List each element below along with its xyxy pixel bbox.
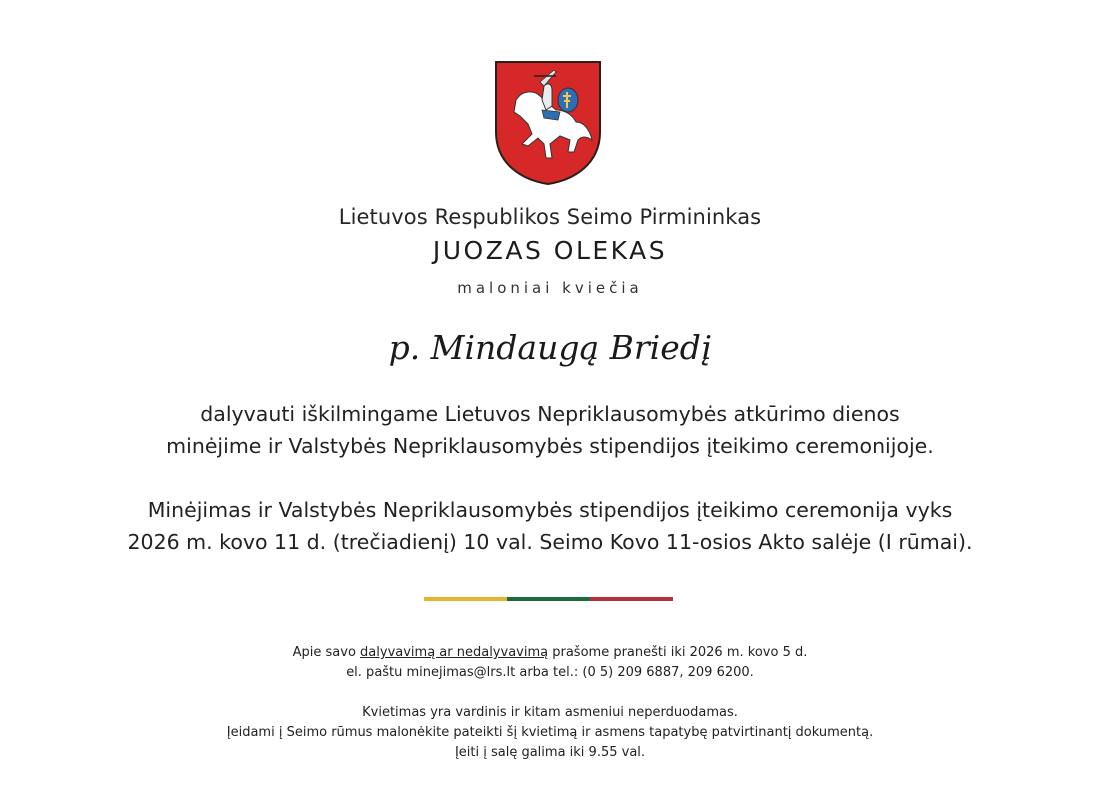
entry-note: Įeidami į Seimo rūmus malonėkite pateikti šį kvietimą ir asmens tapatybę patvirtinantį dokumentą. [226, 725, 874, 740]
invites-text: maloniai kviečia [457, 279, 643, 297]
invitation-line-2: minėjime ir Valstybės Nepriklausomybės stipendijos įteikimo ceremonijoje. [166, 434, 934, 458]
event-details [0, 494, 1100, 558]
details-line-1: Minėjimas ir Valstybės Nepriklausomybės stipendijos įteikimo ceremonija vyks [147, 498, 953, 522]
divider-yellow [424, 597, 507, 601]
coat-of-arms-icon [494, 60, 602, 186]
notes [0, 643, 1100, 763]
rsvp-suffix: prašome pranešti iki 2026 m. kovo 5 d. [548, 645, 808, 660]
host-name: JUOZAS OLEKAS [432, 236, 668, 265]
hall-note: Įeiti į salę galima iki 9.55 val. [454, 745, 646, 760]
tricolor-divider [424, 597, 673, 601]
rsvp-line [0, 643, 1100, 663]
rsvp-link[interactable]: dalyvavimą ar nedalyvavimą [360, 645, 549, 660]
divider-green [507, 597, 590, 601]
host-title: Lietuvos Respublikos Seimo Pirmininkas [338, 205, 762, 229]
invitation-line-1: dalyvauti iškilmingame Lietuvos Nepriklausomybės atkūrimo dienos [200, 402, 900, 426]
divider-red [590, 597, 673, 601]
personal-note: Kvietimas yra vardinis ir kitam asmeniui neperduodamas. [362, 705, 738, 720]
details-line-2: 2026 m. kovo 11 d. (trečiadienį) 10 val. Seimo Kovo 11-osios Akto salėje (I rūmai). [127, 530, 973, 554]
rsvp-prefix: Apie savo [292, 645, 361, 660]
guest-name: p. Mindaugą Briedį [388, 328, 712, 367]
contact-line: el. paštu minejimas@lrs.lt arba tel.: (0 5) 209 6887, 209 6200. [346, 665, 754, 680]
invitation-text [0, 398, 1100, 462]
